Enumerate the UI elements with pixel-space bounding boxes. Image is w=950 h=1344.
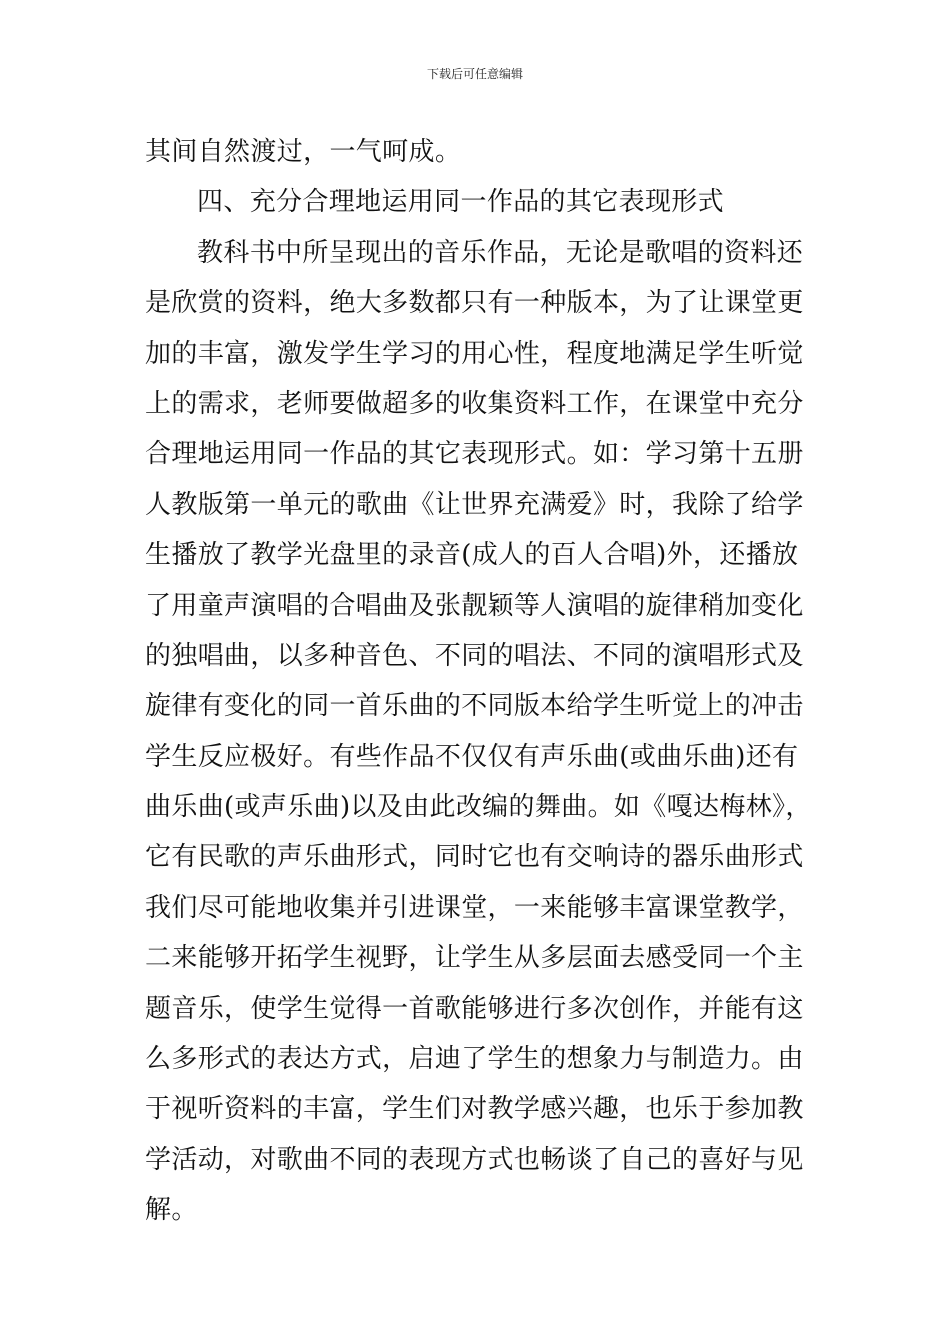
page-header: 下载后可任意编辑 bbox=[426, 67, 523, 81]
text-line: 的独唱曲，以多种音色、不同的唱法、不同的演唱形式及 bbox=[145, 640, 804, 671]
text-line: 是欣赏的资料，绝大多数都只有一种版本，为了让课堂更 bbox=[145, 288, 804, 319]
text-line: 旋律有变化的同一首乐曲的不同版本给学生听觉上的冲击 bbox=[145, 691, 804, 722]
text-line: 生播放了教学光盘里的录音(成人的百人合唱)外，还播放 bbox=[145, 540, 799, 571]
text-line: 题音乐，使学生觉得一首歌能够进行多次创作，并能有这 bbox=[145, 993, 804, 1024]
text-line: 合理地运用同一作品的其它表现形式。如：学习第十五册 bbox=[145, 439, 804, 470]
text-line: 其间自然渡过，一气呵成。 bbox=[145, 137, 462, 167]
text-line: 学活动，对歌曲不同的表现方式也畅谈了自己的喜好与见 bbox=[145, 1144, 804, 1175]
text-line: 么多形式的表达方式，启迪了学生的想象力与制造力。由 bbox=[145, 1044, 804, 1075]
text-line: 学生反应极好。有些作品不仅仅有声乐曲(或曲乐曲)还有 bbox=[145, 741, 799, 772]
text-line: 人教版第一单元的歌曲《让世界充满爱》时，我除了给学 bbox=[145, 489, 804, 520]
text-line: 加的丰富，激发学生学习的用心性，程度地满足学生听觉 bbox=[145, 338, 804, 369]
text-line: 二来能够开拓学生视野，让学生从多层面去感受同一个主 bbox=[145, 943, 804, 974]
text-line: 于视听资料的丰富，学生们对教学感兴趣，也乐于参加教 bbox=[145, 1094, 804, 1125]
text-line: 上的需求，老师要做超多的收集资料工作，在课堂中充分 bbox=[145, 388, 804, 419]
text-line: 我们尽可能地收集并引进课堂，一来能够丰富课堂教学， bbox=[145, 892, 804, 923]
text-line: 它有民歌的声乐曲形式，同时它也有交响诗的器乐曲形式 bbox=[145, 842, 804, 873]
text-line: 曲乐曲(或声乐曲)以及由此改编的舞曲。如《嘎达梅林》， bbox=[145, 792, 812, 823]
text-line: 了用童声演唱的合唱曲及张靓颖等人演唱的旋律稍加变化 bbox=[145, 590, 804, 621]
paragraph-first-line: 教科书中所呈现出的音乐作品，无论是歌唱的资料还 bbox=[197, 237, 804, 268]
section-heading: 四、充分合理地运用同一作品的其它表现形式 bbox=[197, 187, 725, 218]
text-line: 解。 bbox=[145, 1195, 198, 1226]
body-text bbox=[145, 127, 815, 1236]
